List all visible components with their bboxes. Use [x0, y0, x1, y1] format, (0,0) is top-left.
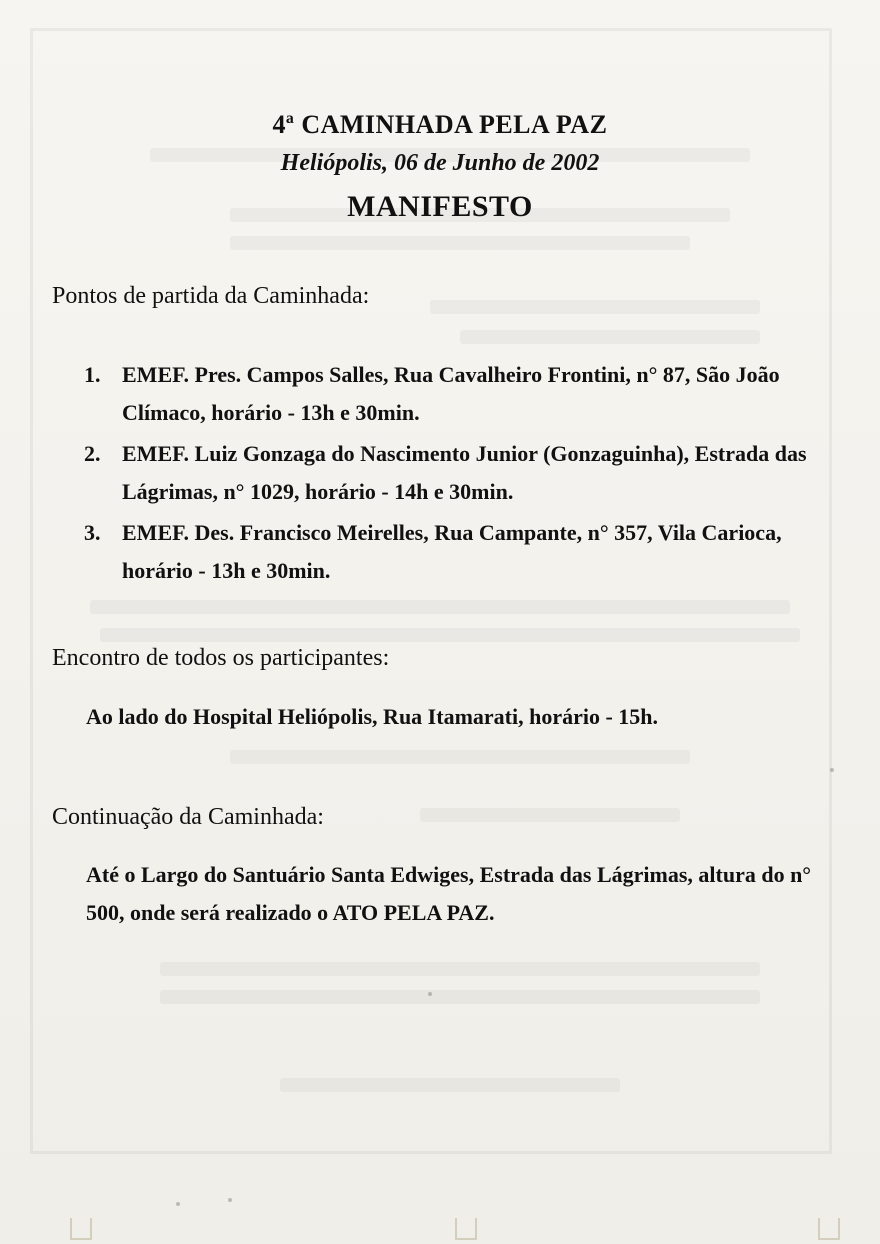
bleed-through-line	[230, 236, 690, 250]
paper-speck	[228, 1198, 232, 1202]
continuation-destination: Até o Largo do Santuário Santa Edwiges, Estrada das Lágrimas, altura do n° 500, onde será realizado o ATO PELA PAZ.	[86, 862, 812, 925]
print-mark	[818, 1218, 840, 1240]
manifesto-heading: MANIFESTO	[347, 190, 533, 223]
bleed-through-line	[430, 300, 760, 314]
continuation-label: Continuação da Caminhada:	[52, 804, 324, 830]
event-date-place: Heliópolis, 06 de Junho de 2002	[280, 150, 600, 176]
print-mark	[455, 1218, 477, 1240]
print-mark	[70, 1218, 92, 1240]
bleed-through-line	[230, 750, 690, 764]
list-item-text: EMEF. Pres. Campos Salles, Rua Cavalheiro Frontini, n° 87, São João Clímaco, horário - 13h e 30min.	[122, 362, 780, 425]
list-item	[84, 435, 824, 511]
list-item	[84, 514, 824, 590]
bleed-through-line	[460, 330, 760, 344]
list-item-number: 2.	[84, 441, 101, 466]
list-item-text: EMEF. Luiz Gonzaga do Nascimento Junior (Gonzaguinha), Estrada das Lágrimas, n° 1029, horário - 14h e 30min.	[122, 441, 807, 504]
bleed-through-line	[100, 628, 800, 642]
list-item	[84, 356, 824, 432]
paper-speck	[428, 992, 432, 996]
bleed-through-line	[90, 600, 790, 614]
start-points-label: Pontos de partida da Caminhada:	[52, 283, 370, 309]
list-item-text: EMEF. Des. Francisco Meirelles, Rua Campante, n° 357, Vila Carioca, horário - 13h e 30min.	[122, 520, 782, 583]
paper-speck	[830, 768, 834, 772]
paper-speck	[176, 1202, 180, 1206]
bleed-through-line	[160, 990, 760, 1004]
bleed-through-line	[160, 962, 760, 976]
start-points-list	[84, 356, 824, 593]
event-title: 4ª CAMINHADA PELA PAZ	[272, 110, 608, 139]
meeting-location: Ao lado do Hospital Heliópolis, Rua Itamarati, horário - 15h.	[86, 704, 659, 729]
bleed-through-line	[280, 1078, 620, 1092]
bleed-through-line	[420, 808, 680, 822]
meeting-label: Encontro de todos os participantes:	[52, 645, 390, 671]
list-item-number: 3.	[84, 520, 101, 545]
list-item-number: 1.	[84, 362, 101, 387]
